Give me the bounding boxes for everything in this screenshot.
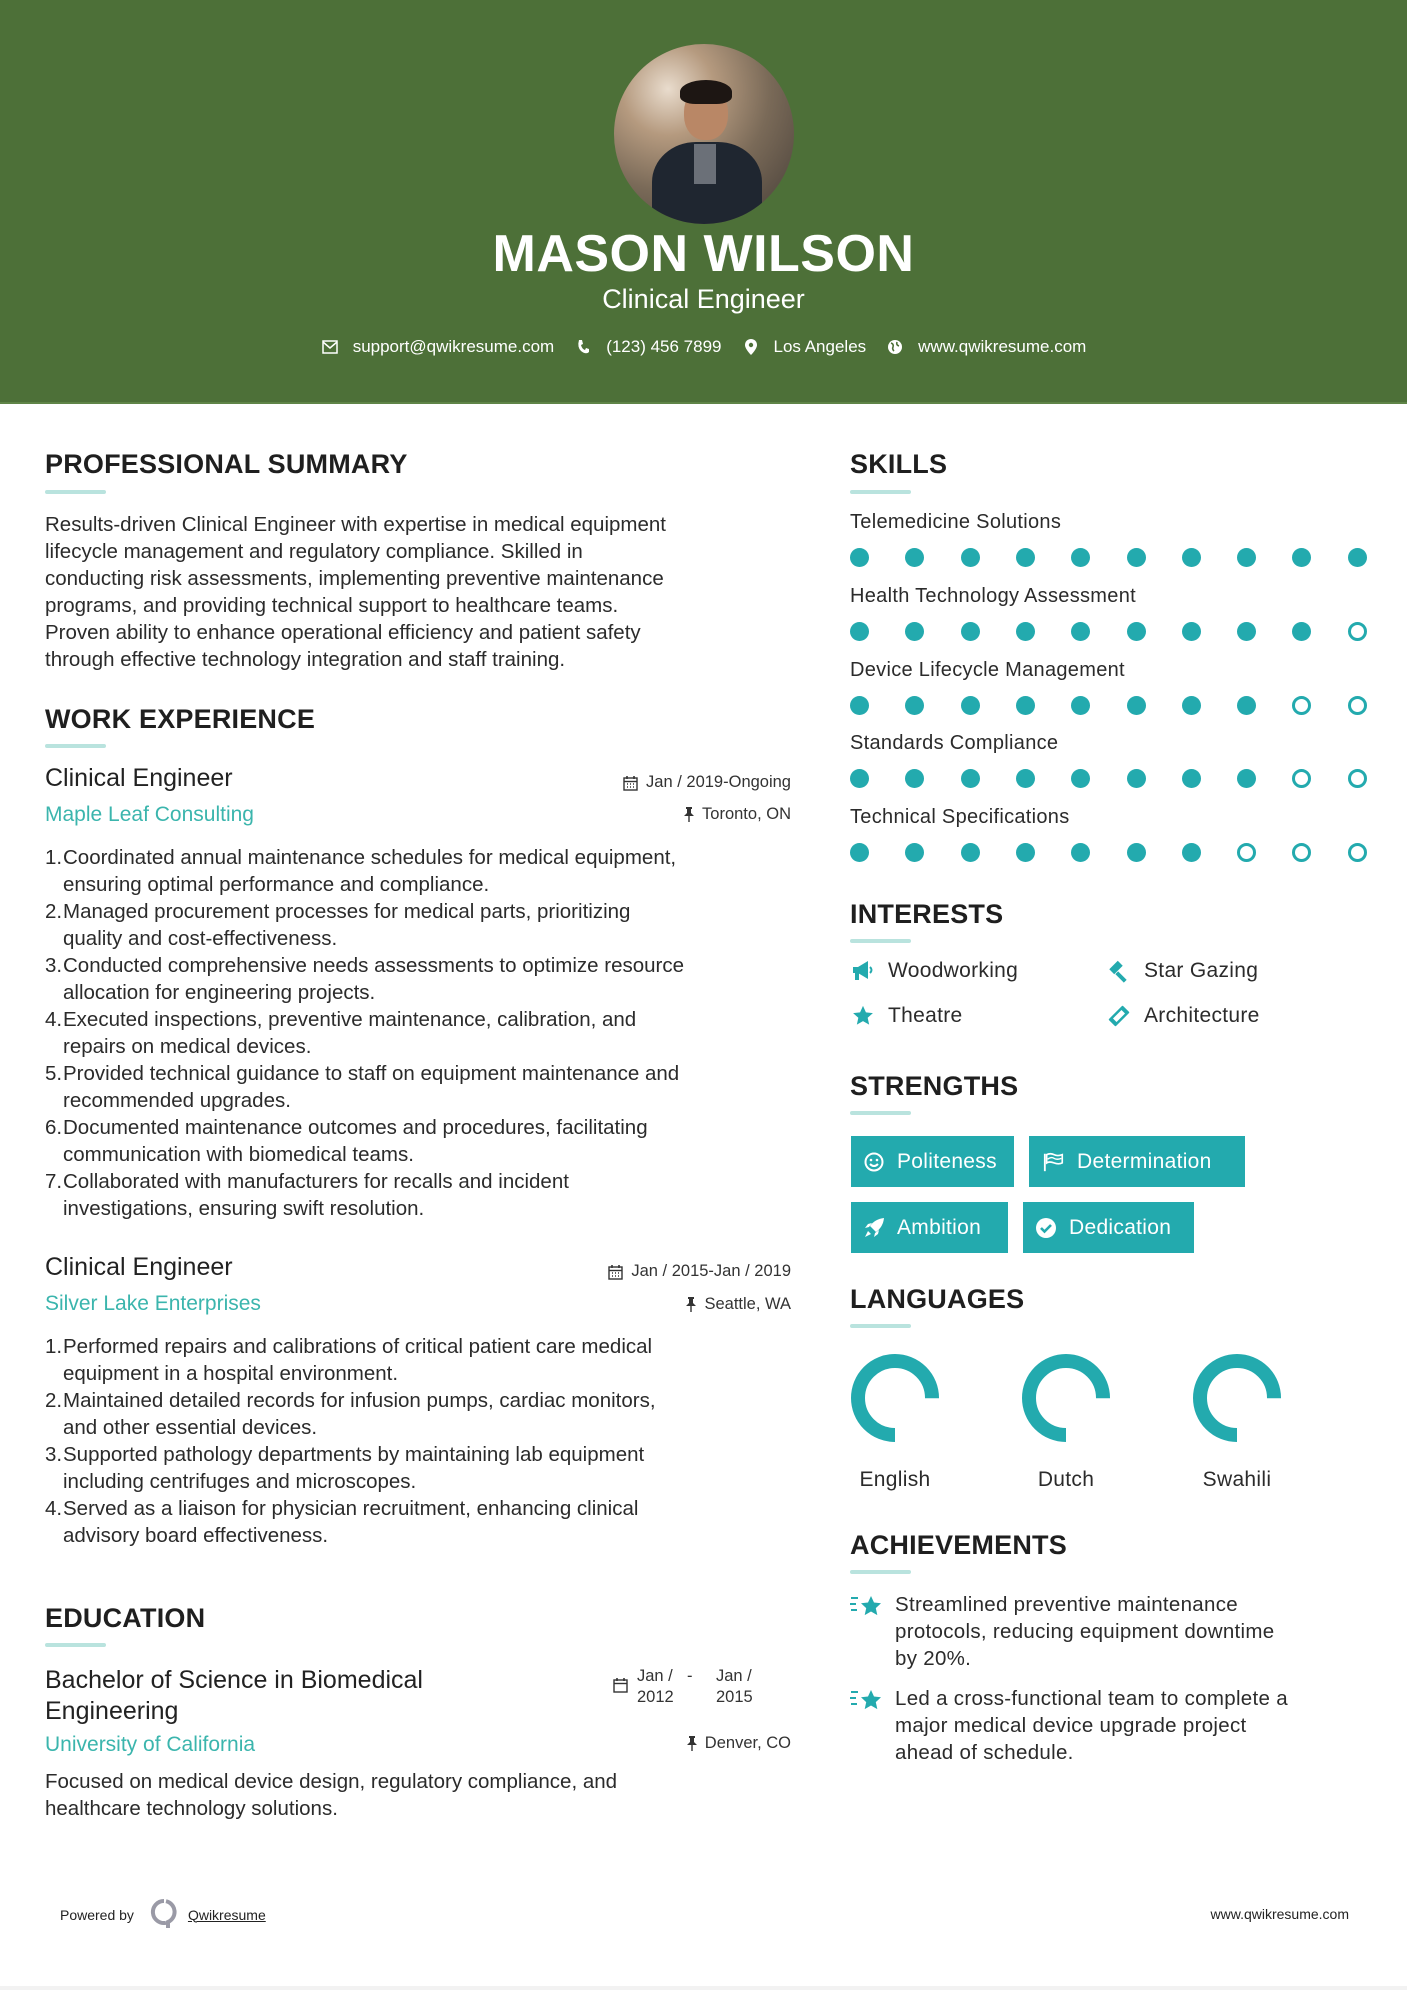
- rating-dot-filled: [905, 769, 924, 788]
- job-dates: Jan / 2015-Jan / 2019: [608, 1262, 791, 1281]
- company-name: Silver Lake Enterprises: [45, 1292, 261, 1315]
- skill-rating: [850, 696, 1407, 716]
- summary-heading: PROFESSIONAL SUMMARY: [45, 449, 408, 479]
- rating-dot-filled: [1016, 548, 1035, 567]
- shooting-star-icon: [850, 1591, 886, 1672]
- rating-dot-filled: [1182, 548, 1201, 567]
- section-underline: [45, 744, 106, 748]
- section-underline: [45, 490, 106, 494]
- rating-dot-filled: [1071, 696, 1090, 715]
- interests-heading: INTERESTS: [850, 899, 1004, 929]
- calendar-icon: [608, 1264, 623, 1280]
- section-underline: [850, 1111, 911, 1115]
- languages-heading: LANGUAGES: [850, 1284, 1025, 1314]
- rating-dot-filled: [1016, 843, 1035, 862]
- list-item: 1. Coordinated annual maintenance schedules for medical equipment, ensuring optimal performance and compliance.: [45, 846, 677, 896]
- star-icon: [850, 1003, 876, 1029]
- rating-dot-filled: [1237, 769, 1256, 788]
- skill-name: Telemedicine Solutions: [850, 511, 1062, 533]
- list-item: 5. Provided technical guidance to staff on equipment maintenance and recommended upgrades.: [45, 1062, 680, 1112]
- skills-heading: SKILLS: [850, 449, 948, 479]
- rating-dot-filled: [961, 622, 980, 641]
- rating-dot-empty: [1348, 843, 1367, 862]
- rating-dot-empty: [1348, 769, 1367, 788]
- footer-website[interactable]: www.qwikresume.com: [1210, 1906, 1349, 1922]
- skill-name: Technical Specifications: [850, 806, 1070, 828]
- rocket-icon: [863, 1217, 885, 1239]
- language-item: [1177, 1352, 1297, 1492]
- job-title: Clinical Engineer: [45, 1253, 233, 1281]
- section-underline: [850, 1570, 911, 1574]
- check-circle-icon: [1035, 1217, 1057, 1239]
- rating-dot-filled: [961, 843, 980, 862]
- list-item: 4. Executed inspections, preventive maintenance, calibration, and repairs on medical devices.: [45, 1008, 637, 1058]
- rating-dot-filled: [1071, 548, 1090, 567]
- rating-dot-empty: [1237, 843, 1256, 862]
- thumbtack-icon: [687, 1736, 697, 1751]
- resume-header: [0, 0, 1407, 404]
- contact-phone[interactable]: (123) 456 7899: [574, 337, 721, 357]
- envelope-icon: [321, 338, 339, 356]
- ticket-icon: [1106, 1003, 1132, 1029]
- list-item: 4. Served as a liaison for physician recruitment, enhancing clinical advisory board effectiveness.: [45, 1497, 639, 1547]
- strength-badge: Dedication: [1023, 1202, 1194, 1253]
- experience-heading: WORK EXPERIENCE: [45, 704, 316, 734]
- rating-dot-empty: [1292, 696, 1311, 715]
- language-progress-ring: [1191, 1352, 1283, 1444]
- job-location: Seattle, WA: [686, 1295, 791, 1314]
- section-underline: [45, 1643, 106, 1647]
- job-bullets: [45, 1333, 815, 1549]
- calendar-icon: [623, 775, 638, 791]
- phone-icon: [574, 338, 592, 356]
- candidate-name: MASON WILSON: [492, 225, 915, 283]
- section-underline: [850, 1324, 911, 1328]
- shooting-star-icon: [850, 1685, 886, 1766]
- rating-dot-filled: [1348, 548, 1367, 567]
- rating-dot-filled: [961, 769, 980, 788]
- rating-dot-filled: [1237, 622, 1256, 641]
- rating-dot-empty: [1348, 622, 1367, 641]
- contact-email[interactable]: support@qwikresume.com: [321, 337, 555, 357]
- interest-item: Star Gazing: [1106, 958, 1258, 984]
- rating-dot-filled: [850, 769, 869, 788]
- language-label: English: [859, 1468, 931, 1491]
- page-bottom-edge: [0, 1986, 1407, 1990]
- company-name: Maple Leaf Consulting: [45, 803, 254, 826]
- rating-dot-filled: [850, 843, 869, 862]
- list-item: 3. Conducted comprehensive needs assessments to optimize resource allocation for engineering projects.: [45, 954, 685, 1004]
- rating-dot-filled: [1182, 843, 1201, 862]
- education-heading: EDUCATION: [45, 1603, 206, 1633]
- list-item: 7. Collaborated with manufacturers for recalls and incident investigations, ensuring swift resolution.: [45, 1170, 569, 1220]
- achievements-heading: ACHIEVEMENTS: [850, 1530, 1067, 1560]
- skill-name: Health Technology Assessment: [850, 585, 1136, 607]
- rating-dot-filled: [961, 696, 980, 715]
- school-name: University of California: [45, 1733, 256, 1756]
- degree-title: Bachelor of Science in Biomedical Engineering: [45, 1666, 423, 1725]
- rating-dot-filled: [1292, 622, 1311, 641]
- thumbtack-icon: [684, 807, 694, 822]
- powered-by: Powered by Qwikresume: [60, 1898, 266, 1931]
- smile-icon: [863, 1151, 885, 1173]
- list-item: 6. Documented maintenance outcomes and procedures, facilitating communication with biomedical teams.: [45, 1116, 648, 1166]
- contact-location: Los Angeles: [742, 337, 867, 357]
- section-underline: [850, 490, 911, 494]
- rating-dot-empty: [1292, 769, 1311, 788]
- profile-photo: [614, 44, 794, 224]
- education-description: Focused on medical device design, regulatory compliance, and healthcare technology solutions.: [45, 1770, 618, 1820]
- rating-dot-filled: [1182, 622, 1201, 641]
- list-item: 2. Managed procurement processes for medical parts, prioritizing quality and cost-effectiveness.: [45, 900, 631, 950]
- rating-dot-filled: [1071, 843, 1090, 862]
- list-item: 3. Supported pathology departments by maintaining lab equipment including centrifuges and microscopes.: [45, 1443, 645, 1493]
- rating-dot-empty: [1292, 843, 1311, 862]
- strength-badge: Determination: [1029, 1136, 1245, 1187]
- job-location: Toronto, ON: [684, 805, 791, 824]
- bullhorn-icon: [850, 958, 876, 984]
- language-label: Dutch: [1037, 1468, 1095, 1491]
- rating-dot-filled: [1182, 769, 1201, 788]
- job-title: Clinical Engineer: [45, 764, 233, 792]
- summary-text: Results-driven Clinical Engineer with expertise in medical equipment lifecycle management and regulatory compliance. Skilled in conducting risk assessments, implementing preventive maintenance programs, and providing technical support to healthcare teams. Proven ability to enhance operational efficiency and patient safety through effective technology integration and staff training.: [45, 513, 666, 671]
- strength-badge: Politeness: [851, 1136, 1014, 1187]
- rating-dot-filled: [905, 843, 924, 862]
- interest-item: Architecture: [1106, 1003, 1260, 1029]
- rating-dot-filled: [1127, 769, 1146, 788]
- rating-dot-filled: [1016, 769, 1035, 788]
- list-item: 2. Maintained detailed records for infusion pumps, cardiac monitors, and other essential devices.: [45, 1389, 656, 1439]
- globe-icon: [886, 338, 904, 356]
- language-item: [835, 1352, 955, 1492]
- rating-dot-filled: [850, 696, 869, 715]
- language-label: Swahili: [1202, 1468, 1272, 1491]
- qwikresume-link[interactable]: Qwikresume: [187, 1906, 266, 1923]
- contact-bar: [0, 337, 1407, 357]
- rating-dot-filled: [1237, 548, 1256, 567]
- calendar-icon: [613, 1677, 628, 1693]
- interest-item: Theatre: [850, 1003, 962, 1029]
- strengths-heading: STRENGTHS: [850, 1071, 1019, 1101]
- skill-rating: [850, 843, 1407, 863]
- gavel-icon: [1106, 958, 1132, 984]
- language-progress-ring: [1020, 1352, 1112, 1444]
- flag-icon: [1043, 1151, 1065, 1173]
- job-dates: Jan / 2019-Ongoing: [623, 773, 791, 792]
- rating-dot-filled: [1292, 548, 1311, 567]
- rating-dot-filled: [905, 622, 924, 641]
- skill-rating: [850, 622, 1407, 642]
- rating-dot-filled: [1237, 696, 1256, 715]
- rating-dot-filled: [1127, 548, 1146, 567]
- job-bullets: [45, 844, 815, 1222]
- qwikresume-logo-icon: [150, 1898, 178, 1931]
- rating-dot-filled: [850, 622, 869, 641]
- section-underline: [850, 939, 911, 943]
- candidate-title: Clinical Engineer: [602, 284, 805, 314]
- rating-dot-filled: [850, 548, 869, 567]
- skill-rating: [850, 769, 1407, 789]
- rating-dot-filled: [1182, 696, 1201, 715]
- language-item: [1006, 1352, 1126, 1492]
- rating-dot-filled: [1071, 769, 1090, 788]
- rating-dot-filled: [905, 548, 924, 567]
- skill-rating: [850, 548, 1407, 568]
- rating-dot-filled: [905, 696, 924, 715]
- achievement-item: Streamlined preventive maintenance protocols, reducing equipment downtime by 20%.: [850, 1591, 1350, 1672]
- rating-dot-filled: [961, 548, 980, 567]
- language-progress-ring: [849, 1352, 941, 1444]
- list-item: 1. Performed repairs and calibrations of critical patient care medical equipment in a hospital environment.: [45, 1335, 653, 1385]
- rating-dot-filled: [1127, 696, 1146, 715]
- contact-website[interactable]: www.qwikresume.com: [886, 337, 1086, 357]
- interest-item: Woodworking: [850, 958, 1018, 984]
- skill-name: Device Lifecycle Management: [850, 659, 1125, 681]
- strength-badge: Ambition: [851, 1202, 1008, 1253]
- rating-dot-filled: [1016, 696, 1035, 715]
- rating-dot-filled: [1071, 622, 1090, 641]
- skill-name: Standards Compliance: [850, 732, 1059, 754]
- rating-dot-empty: [1348, 696, 1367, 715]
- thumbtack-icon: [686, 1297, 696, 1312]
- achievement-item: Led a cross-functional team to complete a major medical device upgrade project ahead of schedule.: [850, 1685, 1350, 1766]
- rating-dot-filled: [1016, 622, 1035, 641]
- map-marker-icon: [742, 338, 760, 356]
- rating-dot-filled: [1127, 843, 1146, 862]
- education-location: Denver, CO: [687, 1734, 791, 1753]
- rating-dot-filled: [1127, 622, 1146, 641]
